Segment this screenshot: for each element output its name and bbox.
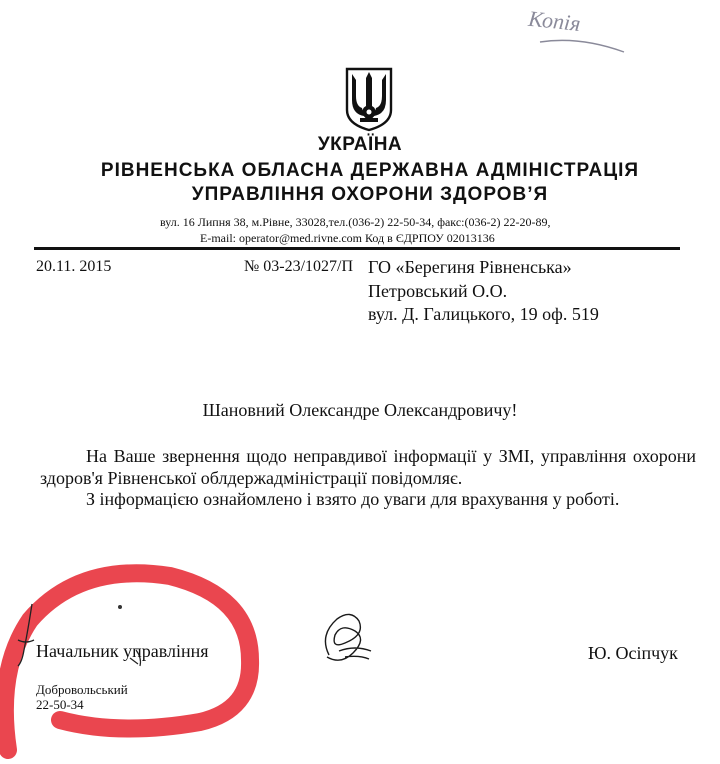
header-administration: РІВНЕНСЬКА ОБЛАСНА ДЕРЖАВНА АДМІНІСТРАЦІЯ: [100, 160, 640, 181]
recipient-address: вул. Д. Галицького, 19 оф. 519: [368, 304, 599, 324]
header-department: УПРАВЛІННЯ ОХОРОНИ ЗДОРОВ’Я: [191, 184, 549, 205]
letter-reference-number: № 03-23/1027/П: [244, 258, 354, 275]
address-line-1: вул. 16 Липня 38, м.Рівне, 33028,тел.(036-2) 22-50-34, факс:(036-2) 22-20-89,: [160, 215, 551, 229]
letter-date: 20.11. 2015: [36, 258, 112, 275]
signatory-name: Ю. Осіпчук: [588, 643, 678, 663]
executor-phone: 22-50-34: [36, 697, 84, 712]
greeting: Шановний Олександре Олександровичу!: [202, 400, 518, 420]
header-country: УКРАЇНА: [317, 134, 403, 155]
executor-name: Добровольський: [36, 682, 128, 697]
copy-stamp-mark: [520, 6, 630, 56]
signatory-title: Начальник управління: [36, 641, 209, 661]
address-line-2: E-mail: operator@med.rivne.com Код в ЄДРПОУ 02013136: [200, 231, 495, 245]
body-paragraph-2: З інформацією ознайомлено і взято до уваги для врахування у роботі.: [86, 489, 620, 509]
copy-stamp: [520, 6, 630, 56]
recipient-organization: ГО «Берегиня Рівненська»: [368, 257, 572, 277]
body-paragraph-1: На Ваше звернення щодо неправдивої інформації у ЗМІ, управління охорони здоров'я Рівненської облдержадміністрації повідомляє.: [40, 446, 696, 488]
header-divider: [34, 247, 680, 250]
copy-stamp-text: Копія: [527, 6, 582, 37]
recipient-person: Петровський О.О.: [368, 281, 508, 301]
coat-of-arms-icon: [344, 66, 394, 132]
handwritten-signature: [315, 605, 375, 669]
